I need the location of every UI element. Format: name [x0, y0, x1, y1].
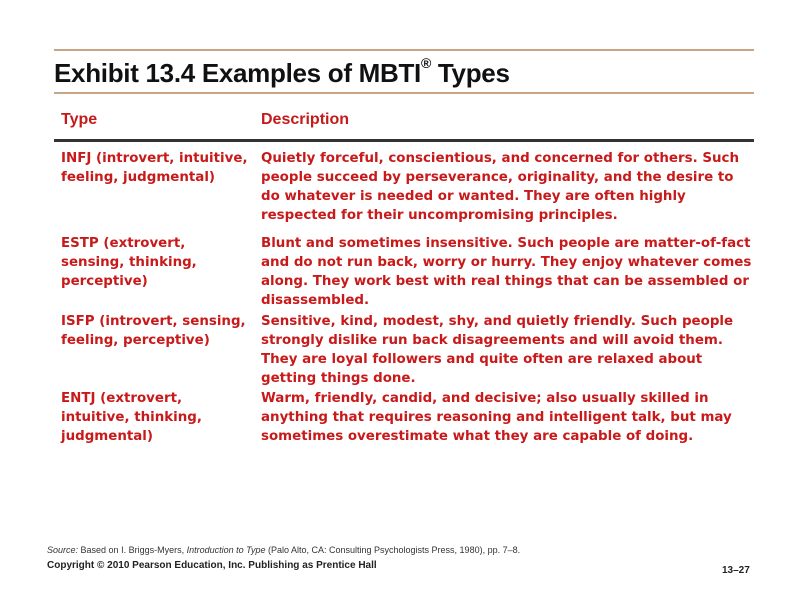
text-line: sometimes overestimate what they are capable of doing. — [261, 429, 694, 444]
top-rule — [54, 49, 754, 51]
text-line: perceptive) — [61, 274, 148, 289]
text-line: ENTJ (extrovert, — [61, 391, 183, 406]
text-line: sensing, thinking, — [61, 255, 197, 270]
description-cell — [261, 234, 751, 310]
text-line: anything that requires reasoning and intelligent talk, but may — [261, 410, 732, 425]
header-rule — [54, 139, 754, 142]
text-line: respected for their uncompromising principles. — [261, 208, 618, 223]
text-line: INFJ (introvert, intuitive, — [61, 151, 248, 166]
text-line: along. They work best with real things that can be assembled or — [261, 274, 749, 289]
text-line: Blunt and sometimes insensitive. Such people are matter-of-fact — [261, 236, 751, 251]
page-number: 13–27 — [722, 565, 750, 576]
type-cell — [61, 389, 202, 446]
copyright: Copyright © 2010 Pearson Education, Inc. Publishing as Prentice Hall — [47, 560, 377, 571]
text-line: feeling, judgmental) — [61, 170, 216, 185]
text-line: getting things done. — [261, 371, 416, 386]
text-line: do whatever is needed or wanted. They are often highly — [261, 189, 686, 204]
type-cell — [61, 312, 246, 350]
text-line: judgmental) — [61, 429, 154, 444]
description-cell — [261, 312, 733, 388]
text-line: Quietly forceful, conscientious, and concerned for others. Such — [261, 151, 739, 166]
source-note: Source: Based on I. Briggs-Myers, Introduction to Type (Palo Alto, CA: Consulting Psychologists Press, 1980), pp. 7–8. — [47, 545, 521, 555]
text-line: ESTP (extrovert, — [61, 236, 186, 251]
text-line: ISFP (introvert, sensing, — [61, 314, 246, 329]
description-cell — [261, 389, 732, 446]
text-line: They are loyal followers and quite often are relaxed about — [261, 352, 703, 367]
text-line: disassembled. — [261, 293, 370, 308]
type-cell — [61, 149, 248, 187]
page-title: Exhibit 13.4 Examples of MBTI® Types — [54, 55, 510, 88]
text-line: people succeed by perseverance, originality, and the desire to — [261, 170, 734, 185]
text-line: Sensitive, kind, modest, shy, and quietly friendly. Such people — [261, 314, 734, 329]
text-line: intuitive, thinking, — [61, 410, 202, 425]
text-line: and do not run back, worry or hurry. They enjoy whatever comes — [261, 255, 752, 270]
column-header-type: Type — [61, 111, 98, 128]
title-rule — [54, 92, 754, 94]
column-header-description: Description — [261, 111, 350, 128]
type-cell — [61, 234, 197, 291]
text-line: strongly dislike run back disagreements and will avoid them. — [261, 333, 723, 348]
text-line: Warm, friendly, candid, and decisive; also usually skilled in — [261, 391, 709, 406]
description-cell — [261, 149, 739, 225]
text-line: feeling, perceptive) — [61, 333, 210, 348]
